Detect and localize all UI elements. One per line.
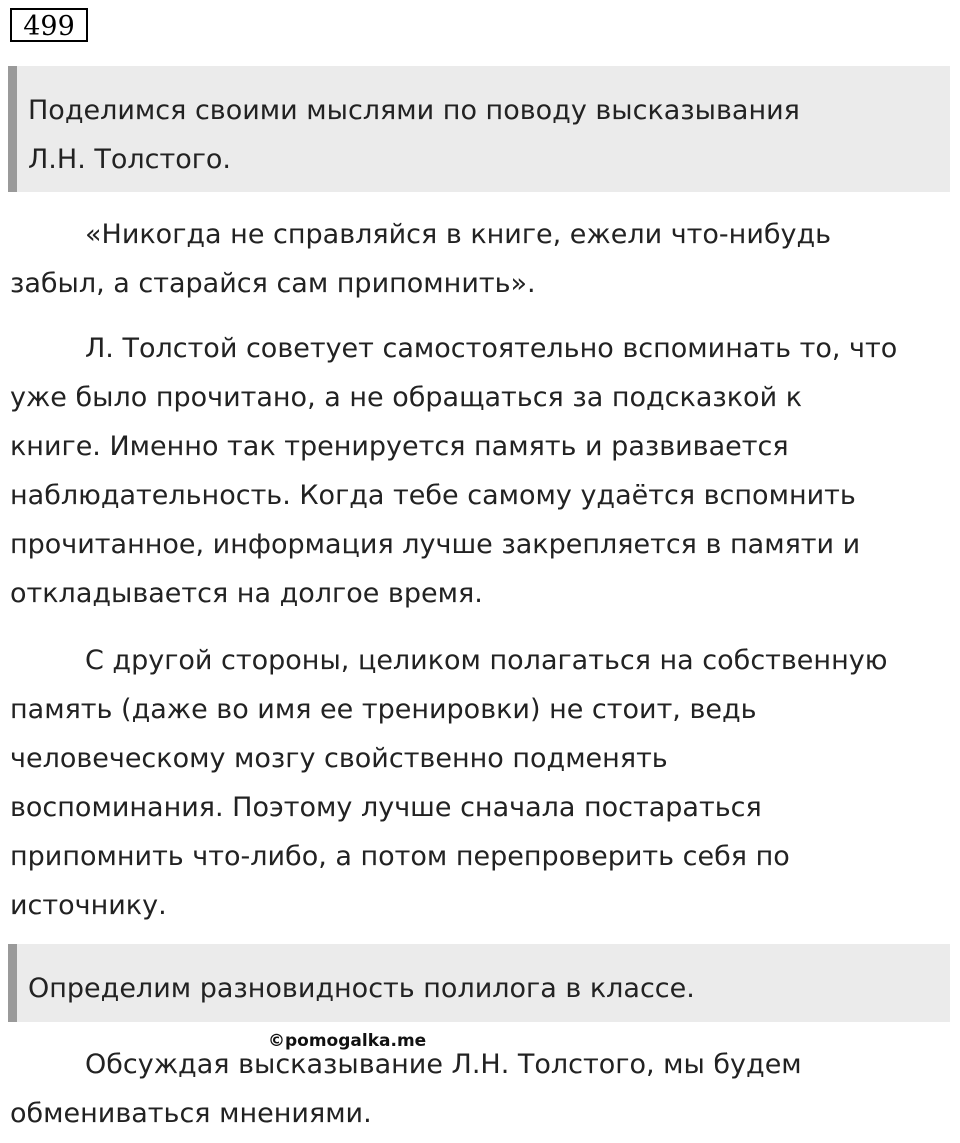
task-prompt-2: [8, 944, 950, 1022]
answer-paragraph-3: Обсуждая высказывание Л.Н. Толстого, мы будем обмениваться мнениями.: [10, 1049, 802, 1129]
task-prompt-2-text: Определим разновидность полилога в классе.: [28, 973, 695, 1004]
task-prompt-1-text: Поделимся своими мыслями по поводу высказывания Л.Н. Толстого.: [28, 95, 800, 175]
answer-paragraph-1: Л. Толстой советует самостоятельно вспоминать то, что уже было прочитано, а не обращаться за подсказкой к книге. Именно так тренируется память и развивается наблюдательность. Когда тебе самому удаётся вспомнить прочитанное, информация лучше закрепляется в памяти и откладывается на долгое время.: [10, 333, 898, 609]
task-prompt-1: [8, 66, 950, 192]
quote-paragraph: «Никогда не справляйся в книге, ежели что-нибудь забыл, а старайся сам припомнить».: [10, 219, 832, 299]
task-number: 499: [10, 8, 88, 42]
answer-paragraph-2: С другой стороны, целиком полагаться на собственную память (даже во имя ее тренировки) не стоит, ведь человеческому мозгу свойственно подменять воспоминания. Поэтому лучше сначала постараться припомнить что-либо, а потом перепроверить себя по источнику.: [10, 645, 888, 921]
watermark-text: ©pomogalka.me: [268, 1031, 427, 1051]
